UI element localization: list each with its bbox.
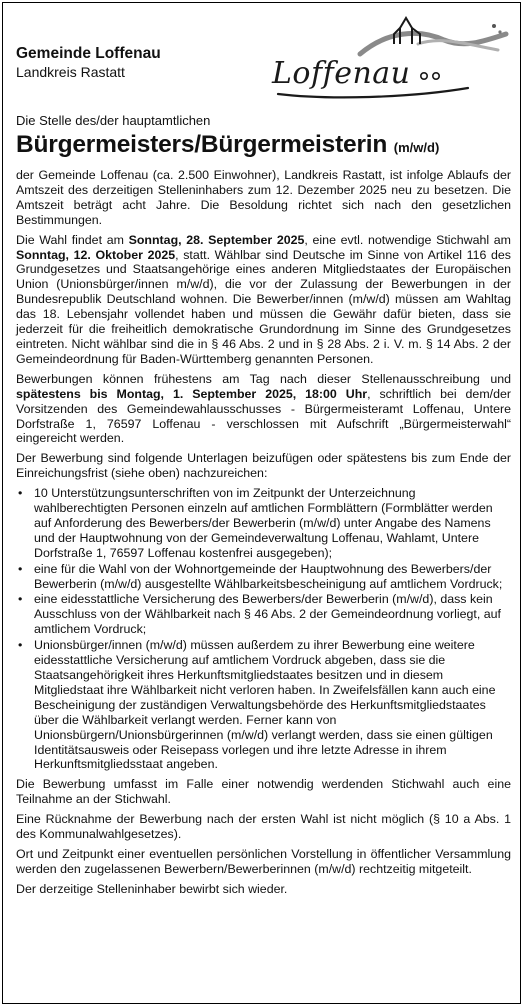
title-main: Bürgermeisters/Bürgermeisterin	[16, 131, 388, 158]
bullet: •	[18, 486, 23, 501]
org-name: Gemeinde Loffenau	[16, 45, 161, 62]
position-title	[16, 130, 511, 163]
list-item-text: eine eidesstattliche Versicherung des Bewerbers/der Bewerberin (m/w/d), dass kein Ausschluss von der Wählbarkeit nach § 46 Abs. 2 der Gemeindeordnung vorliegt, auf amtlichem Vordruck;	[34, 592, 501, 637]
title-suffix: (m/w/d)	[393, 140, 440, 155]
paragraph-documents: Der Bewerbung sind folgende Unterlagen beizufügen oder spätestens bis zum Ende der Einreichungsfrist (siehe oben) nachzureichen:	[16, 451, 511, 481]
paragraph-presentation: Ort und Zeitpunkt einer eventuellen persönlichen Vorstellung in öffentlicher Versammlung werden den zugelassenen Bewerbern/Bewerberinnen (m/w/d) rechtzeitig mitgeteilt.	[16, 846, 511, 876]
text: Bewerbungen können frühestens am Tag nach dieser Stellenausschreibung und	[16, 371, 511, 386]
list-item-text: eine für die Wahl von der Wohnortgemeinde der Hauptwohnung des Bewerbers/der Bewerberin (m/w/d) ausgestellte Wählbarkeitsbescheinigung auf amtlichem Vordruck;	[34, 561, 503, 591]
list-item-text: Unionsbürger/innen (m/w/d) müssen außerdem zu ihrer Bewerbung eine weitere eidesstattliche Versicherung auf amtlichem Vordruck abgeben, dass sie die Staatsangehörigkeit ihres Herkunftsmitgliedstaates besitzen und in diesem Mitgliedstaat ihre Wählbarkeit nicht verloren haben. In Zweifelsfällen kann auch eine Bescheinigung der zuständigen Verwaltungsbehörde des Herkunftsmitgliedstaates über die Wählbarkeit verlangt werden. Ferner kann von Unionsbürgern/Unionsbürgerinnen (m/w/d) verlangt werden, dass sie einen gültigen Identitätsausweis oder Reisepass vorlegen und ihre letzte Adresse in ihrem Herkunftsmitgliedsstaat angeben.	[34, 638, 496, 772]
paragraph-term: der Gemeinde Loffenau (ca. 2.500 Einwohner), Landkreis Rastatt, ist infolge Ablaufs der Amtszeit des derzeitigen Stelleninhabers zum 12. Dezember 2025 neu zu besetzen. Die Amtszeit beträgt acht Jahre. Die Besoldung richtet sich nach den gesetzlichen Bestimmungen.	[16, 168, 511, 227]
text: , statt. Wählbar sind Deutsche im Sinne von Artikel 116 des Grundgesetzes und Staatsangehörige eines anderen Mitgliedstaates der Europäischen Union (Unionsbürger/innen m/w/d), die vor der Zulassung der Bewerbungen in der Bundesrepublik Deutschland wohnen. Die Bewerber/innen (m/w/d) müssen am Wahltag das 18. Lebensjahr vollendet haben und müssen die Gewähr dafür bieten, dass sie jederzeit für die freiheitlich demokratische Grundordnung im Sinne des Grundgesetzes eintreten. Nicht wählbar sind die in § 46 Abs. 2 und in § 28 Abs. 2 i. V. m. § 14 Abs. 2 der Gemeindeordnung für Baden-Württemberg genannten Personen.	[16, 247, 511, 366]
municipality-logo	[268, 14, 512, 100]
paragraph-deadline	[16, 372, 511, 447]
text: , schriftlich bei dem/der Vorsitzenden des Gemeindewahlausschusses - Bürgermeisteramt Loffenau, Untere Dorfstraße 1, 76597 Loffenau - verschlossen mit Aufschrift „Bürgermeisterwahl“ eingereicht werden.	[16, 386, 511, 446]
list-item	[16, 486, 511, 561]
deadline-date: spätestens bis Montag, 1. September 2025, 18:00 Uhr	[16, 386, 368, 401]
paragraph-election	[16, 233, 511, 367]
paragraph-incumbent: Der derzeitige Stelleninhaber bewirbt sich wieder.	[16, 881, 288, 896]
text: , eine evtl. notwendige Stichwahl am	[304, 232, 511, 247]
paragraph-runoff: Die Bewerbung umfasst im Falle einer notwendig werdenden Stichwahl auch eine Teilnahme an der Stichwahl.	[16, 777, 511, 807]
text: Die Wahl findet am	[16, 232, 129, 247]
list-item	[16, 638, 511, 772]
advertisement-body	[16, 113, 511, 902]
list-item	[16, 592, 511, 637]
list-item	[16, 562, 511, 592]
intro-line: Die Stelle des/der hauptamtlichen	[16, 113, 211, 128]
list-item-text: 10 Unterstützungsunterschriften von im Zeitpunkt der Unterzeichnung wahlberechtigten Personen einzeln auf amtlichen Formblättern (Formblätter werden auf Anforderung des Bewerbers/der Bewerberin (m/w/d) unter Angabe des Namens und der Hauptwohnung von der Gemeindeverwaltung Loffenau, Wahlamt, Untere Dorfstraße 1, 76597 Loffenau kostenfrei ausgegeben);	[34, 486, 493, 560]
required-documents-list	[16, 486, 511, 772]
bullet: •	[18, 592, 23, 607]
paragraph-withdrawal: Eine Rücknahme der Bewerbung nach der ersten Wahl ist nicht möglich (§ 10 a Abs. 1 des Kommunalwahlgesetzes).	[16, 812, 511, 842]
election-date: Sonntag, 28. September 2025	[128, 232, 305, 247]
org-district: Landkreis Rastatt	[16, 64, 125, 80]
logo-text: Loffenau	[272, 56, 411, 91]
bullet: •	[18, 561, 23, 576]
bullet: •	[18, 638, 23, 653]
runoff-date: Sonntag, 12. Oktober 2025	[16, 247, 176, 262]
